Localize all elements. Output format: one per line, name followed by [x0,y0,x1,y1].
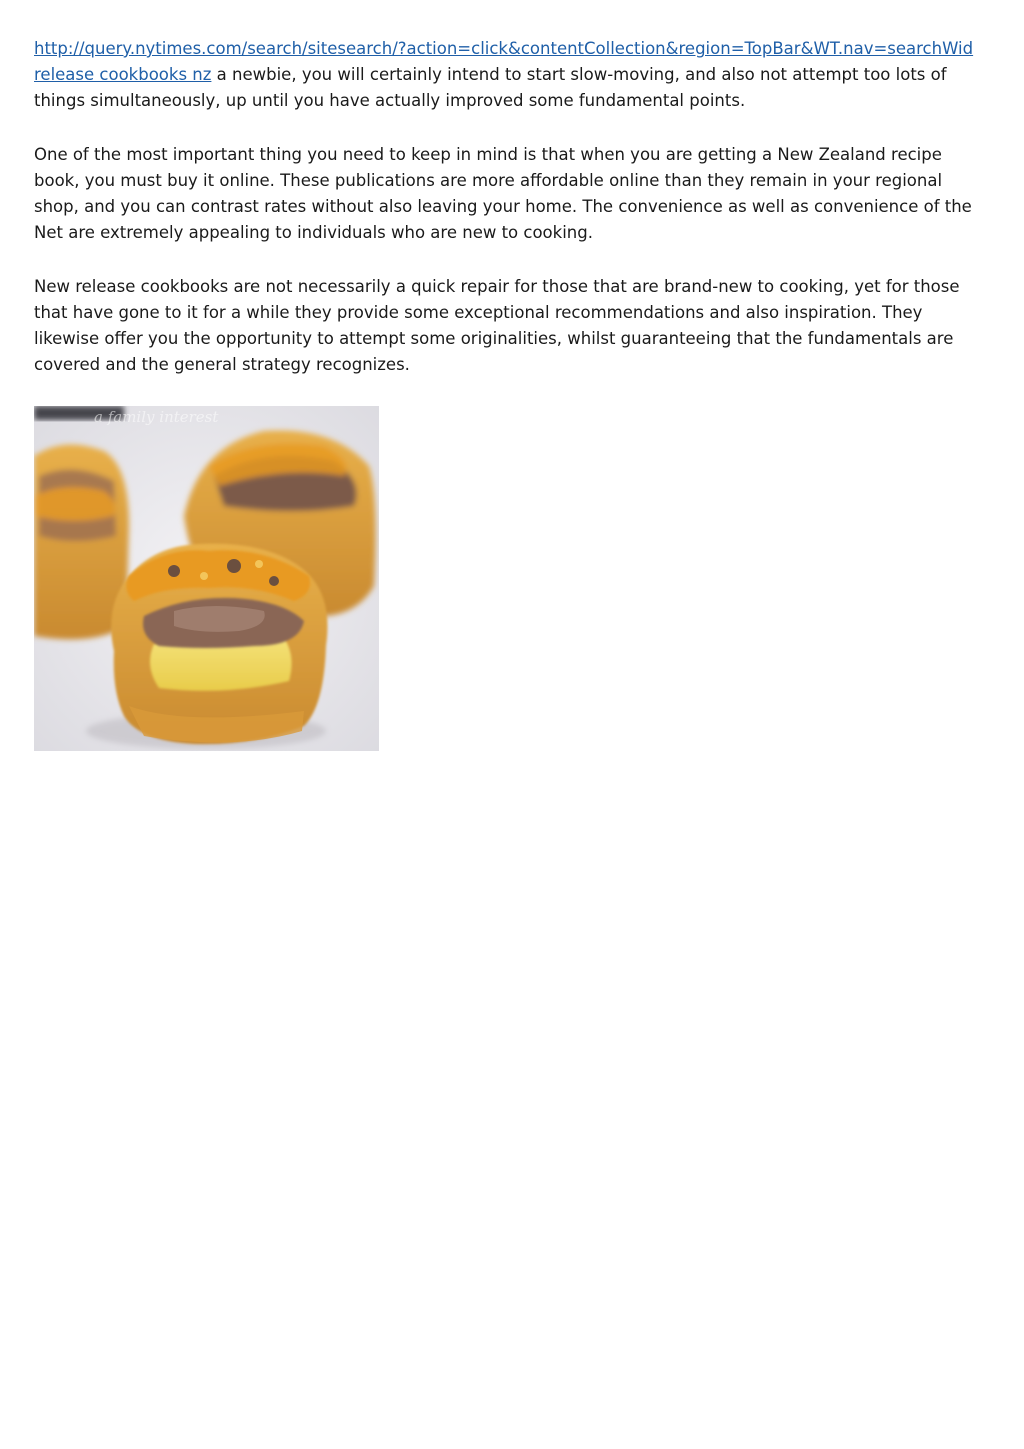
release-cookbooks-nz-link[interactable]: release cookbooks nz [34,65,212,84]
watermark-text: a family interest [94,408,219,426]
nytimes-search-link[interactable]: http://query.nytimes.com/search/sitesearch/?action=click&contentCollection&region=TopBar&WT.nav=searchWid [34,39,974,58]
breakfast-cups-illustration [34,406,379,751]
paragraph-1 [34,36,992,114]
article-body [34,36,992,406]
breakfast-cups-photo [34,406,379,751]
paragraph-3: New release cookbooks are not necessarily a quick repair for those that are brand-new to cooking, yet for those that have gone to it for a while they provide some exceptional recommendations and also inspiration. They likewise offer you the opportunity to attempt some originalities, whilst guaranteeing that the fundamentals are covered and the general strategy recognizes. [34,277,960,374]
paragraph-2: One of the most important thing you need to keep in mind is that when you are getting a New Zealand recipe book, you must buy it online. These publications are more affordable online than they remain in your regional shop, and you can contrast rates without also leaving your home. The convenience as well as convenience of the Net are extremely appealing to individuals who are new to cooking. [34,145,972,242]
paragraph-1-text: a newbie, you will certainly intend to start slow-moving, and also not attempt too lots of things simultaneously, up until you have actually improved some fundamental points. [34,65,947,110]
